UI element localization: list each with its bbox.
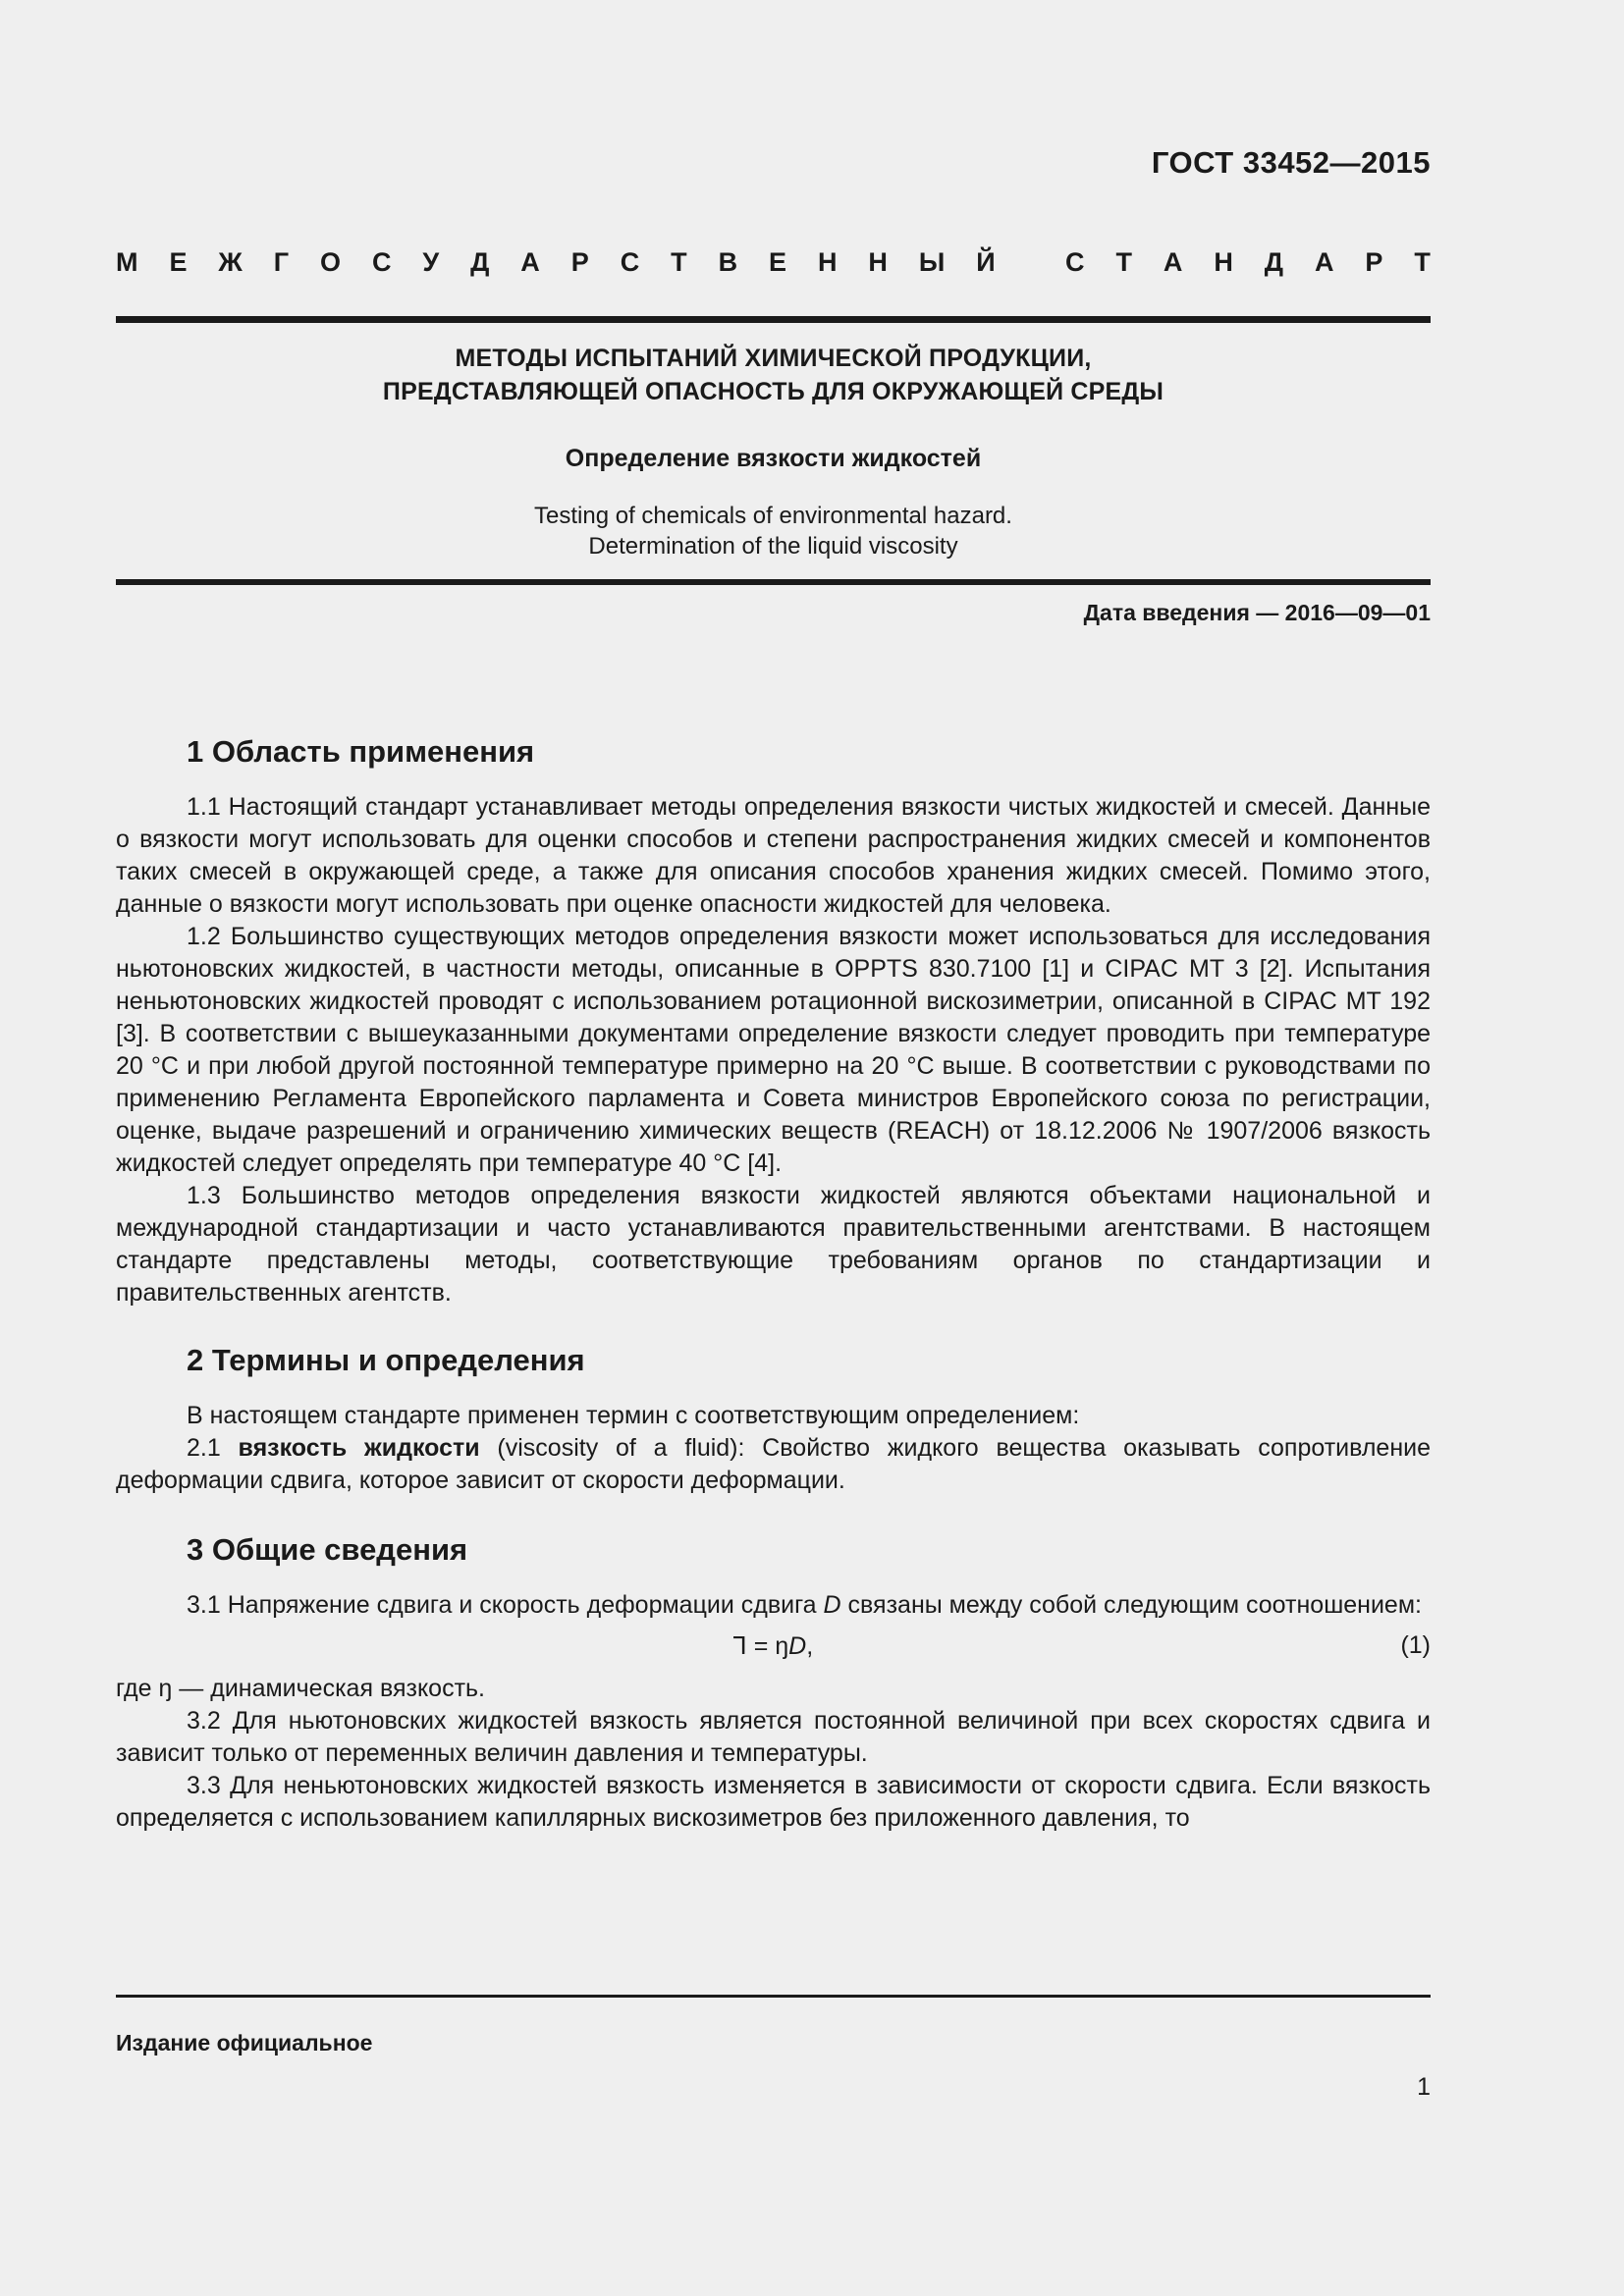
formula-where: где ŋ — динамическая вязкость. [116, 1675, 485, 1702]
title-line-2: ПРЕДСТАВЛЯЮЩЕЙ ОПАСНОСТЬ ДЛЯ ОКРУЖАЮЩЕЙ СРЕДЫ [382, 378, 1164, 405]
paragraph-2-1-definition: (viscosity of a fluid): Свойство жидкого вещества оказывать сопротивление деформации сдвига, которое зависит от скорости деформации. [116, 1434, 1432, 1494]
paragraph-2-1-number: 2.1 [187, 1434, 239, 1462]
formula-expression [116, 1631, 1431, 1661]
caption-letter: А [520, 247, 540, 277]
title-rule [116, 579, 1431, 585]
caption-letter: У [422, 247, 440, 277]
caption-letter: Е [769, 247, 787, 277]
formula-1 [116, 1622, 1431, 1673]
subtitle-english-line-1: Testing of chemicals of environmental hazard. [534, 503, 1012, 529]
paragraph-1-2: 1.2 Большинство существующих методов определения вязкости может использоваться для исследования ньютоновских жидкостей, в частности методы, описанные в OPPTS 830.7100 [1] и CIPAC MT 3 [2]. Испытания неньютоновских жидкостей проводят с использованием ротационной вискозиметрии, описанной в CIPAC MT 192 [3]. В соответствии с вышеуказанными документами определение вязкости следует проводить при температуре 20 °С и при любой другой постоянной температуре примерно на 20 °С выше. В соответствии с руководствами по применению Регламента Европейского парламента и Совета министров Европейского союза по регистрации, оценке, выдаче разрешений и ограничению химических веществ (REACH) от 18.12.2006 № 1907/2006 вязкость жидкостей следует определять при температуре 40 °С [4]. [116, 923, 1431, 1177]
paragraph-3-1-text-a: 3.1 Напряжение сдвига и скорость деформации сдвига [187, 1591, 824, 1619]
caption-letter: С [620, 247, 640, 277]
official-edition-label: Издание официальное [116, 2030, 373, 2056]
caption-letter: А [1314, 247, 1334, 277]
section-2-heading: 2 Термины и определения [187, 1343, 585, 1377]
formula-number: (1) [1400, 1631, 1431, 1659]
paragraph-1-3: 1.3 Большинство методов определения вязкости жидкостей являются объектами национальной и международной стандартизации и часто устанавливаются правительственными агентствами. В настоящем стандарте представлены методы, соответствующие требованиям органов по стандартизации и правительственных агентств. [116, 1182, 1431, 1307]
formula-left: Ꞁ = ŋ [732, 1632, 789, 1660]
caption-letter: Г [273, 247, 290, 277]
formula-right: , [806, 1632, 814, 1660]
paragraph-2-1 [116, 1432, 1431, 1497]
caption-letter: В [718, 247, 738, 277]
introduction-date: Дата введения — 2016—09—01 [1083, 600, 1431, 625]
caption-letter: Р [1365, 247, 1383, 277]
section-3-heading: 3 Общие сведения [187, 1532, 468, 1567]
caption-letter: Т [1115, 247, 1132, 277]
title-block [116, 342, 1431, 561]
caption-letter: С [1065, 247, 1085, 277]
paragraph-3-2: 3.2 Для ньютоновских жидкостей вязкость является постоянной величиной при всех скоростях сдвига и зависит только от переменных величин давления и температуры. [116, 1707, 1431, 1767]
paragraph-3-1 [116, 1589, 1431, 1622]
caption-letter: Д [470, 247, 490, 277]
caption-letter: Т [1414, 247, 1431, 277]
caption-letter: Т [671, 247, 687, 277]
caption-letter: Д [1264, 247, 1283, 277]
term-viscosity: вязкость жидкости [238, 1434, 480, 1462]
header-rule [116, 316, 1431, 323]
page-number: 1 [1417, 2073, 1431, 2101]
title-line-1: МЕТОДЫ ИСПЫТАНИЙ ХИМИЧЕСКОЙ ПРОДУКЦИИ, [455, 345, 1092, 372]
subtitle-english-line-2: Determination of the liquid viscosity [588, 533, 958, 560]
document-body [116, 730, 1431, 1835]
caption-letter: Ж [218, 247, 243, 277]
caption-letter: Ы [918, 247, 946, 277]
interstate-standard-caption [116, 247, 1431, 278]
footer-rule [116, 1995, 1431, 1998]
caption-letter: Й [976, 247, 996, 277]
caption-letter: С [371, 247, 392, 277]
caption-letter: Н [817, 247, 838, 277]
caption-letter: Е [169, 247, 188, 277]
paragraph-3-1-text-b: связаны между собой следующим соотношением: [840, 1591, 1422, 1619]
caption-letter: Р [570, 247, 589, 277]
caption-letter: М [116, 247, 138, 277]
caption-letter: Н [868, 247, 888, 277]
subtitle-english [116, 501, 1431, 561]
caption-letter [1027, 247, 1035, 278]
paragraph-1-1: 1.1 Настоящий стандарт устанавливает методы определения вязкости чистых жидкостей и смесей. Данные о вязкости могут использовать для оценки способов и степени распространения жидких смесей и компонентов таких смесей в окружающей среде, а также для описания способов хранения жидких смесей. Помимо этого, данные о вязкости могут использовать при оценке опасности жидкостей для человека. [116, 793, 1431, 918]
standard-number: ГОСТ 33452—2015 [1151, 145, 1431, 180]
section-1-heading: 1 Область применения [187, 734, 535, 769]
caption-letter: Н [1214, 247, 1233, 277]
formula-variable: D [788, 1632, 807, 1660]
paragraph-3-3: 3.3 Для неньютоновских жидкостей вязкость изменяется в зависимости от скорости сдвига. Если вязкость определяется с использованием капиллярных вискозиметров без приложенного давления, то [116, 1772, 1431, 1832]
paragraph-3-1-variable: D [823, 1591, 841, 1619]
section-2-intro: В настоящем стандарте применен термин с соответствующим определением: [187, 1402, 1080, 1429]
caption-letter: А [1163, 247, 1183, 277]
subtitle-russian: Определение вязкости жидкостей [565, 445, 982, 472]
caption-letter: О [319, 247, 341, 277]
